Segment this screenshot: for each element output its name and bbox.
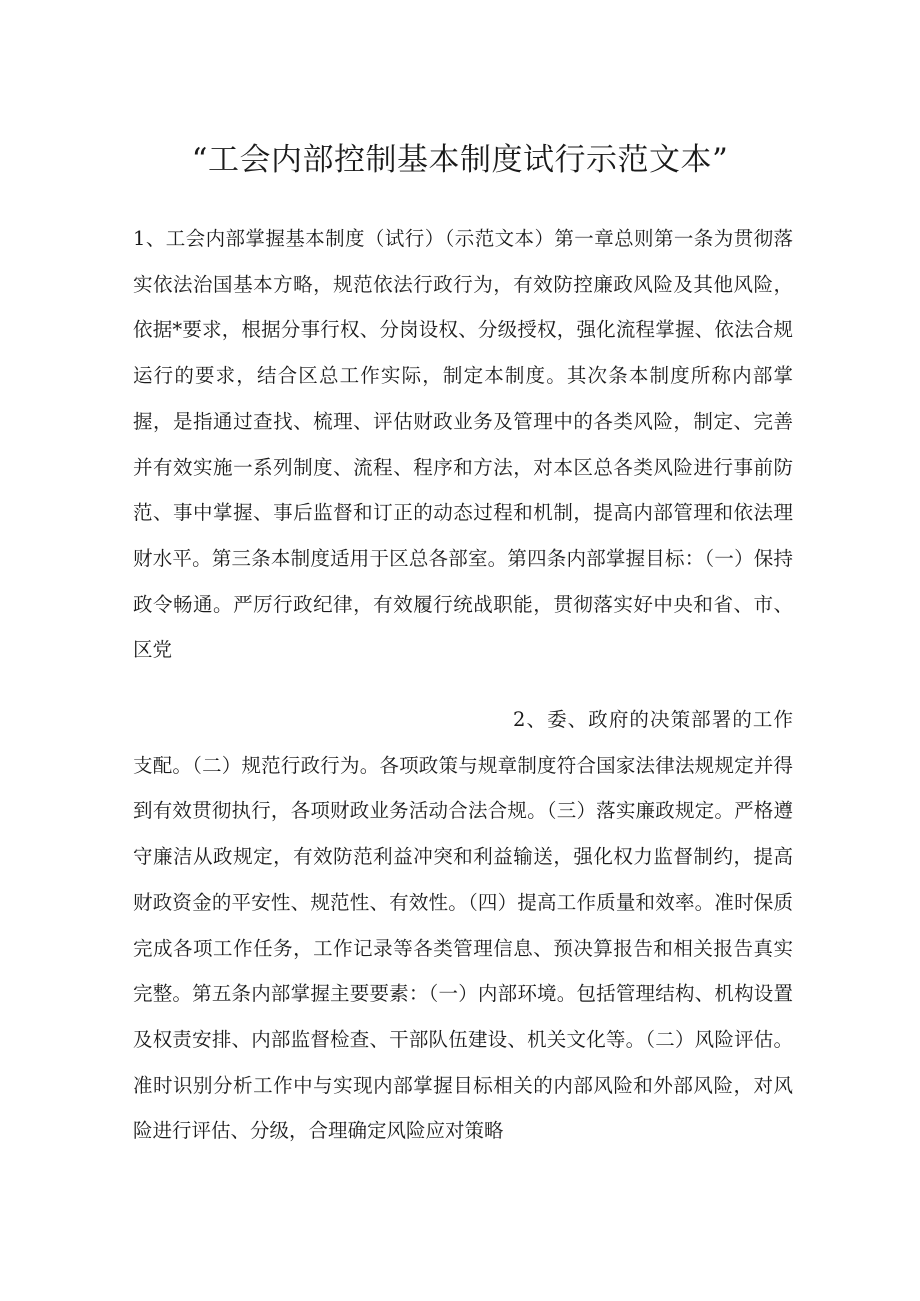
document-title: “工会内部控制基本制度试行示范文本” — [191, 142, 729, 178]
body-paragraph-2: 2、委、政府的决策部署的工作支配。（二）规范行政行为。各项政策与规章制度符合国家法律法规规定并得到有效贯彻执行，各项财政业务活动合法合规。（三）落实廉政规定。严格遵守廉洁从政规定，有效防范利益冲突和利益输送，强化权力监督制约，提高财政资金的平安性、规范性、有效性。（四）提高工作质量和效率。准时保质完成各项工作任务，工作记录等各类管理信息、预决算报告和相关报告真实完整。第五条内部掌握主要要素：（一）内部环境。包括管理结构、机构设置及权责安排、内部监督检查、干部队伍建设、机关文化等。（二）风险评估。准时识别分析工作中与实现内部掌握目标相关的内部风险和外部风险，对风险进行评估、分级，合理确定风险应对策略 — [133, 708, 793, 1143]
body-paragraph-1: 1、工会内部掌握基本制度（试行）（示范文本）第一章总则第一条为贯彻落实依法治国基本方略，规范依法行政行为，有效防控廉政风险及其他风险，依据*要求，根据分事行权、分岗设权、分级授权，强化流程掌握、依法合规运行的要求，结合区总工作实际，制定本制度。其次条本制度所称内部掌握，是指通过查找、梳理、评估财政业务及管理中的各类风险，制定、完善并有效实施一系列制度、流程、程序和方法，对本区总各类风险进行事前防范、事中掌握、事后监督和订正的动态过程和机制，提高内部管理和依法理财水平。第三条本制度适用于区总各部室。第四条内部掌握目标：（一）保持政令畅通。严厉行政纪律，有效履行统战职能，贯彻落实好中央和省、市、区党 — [133, 227, 793, 662]
